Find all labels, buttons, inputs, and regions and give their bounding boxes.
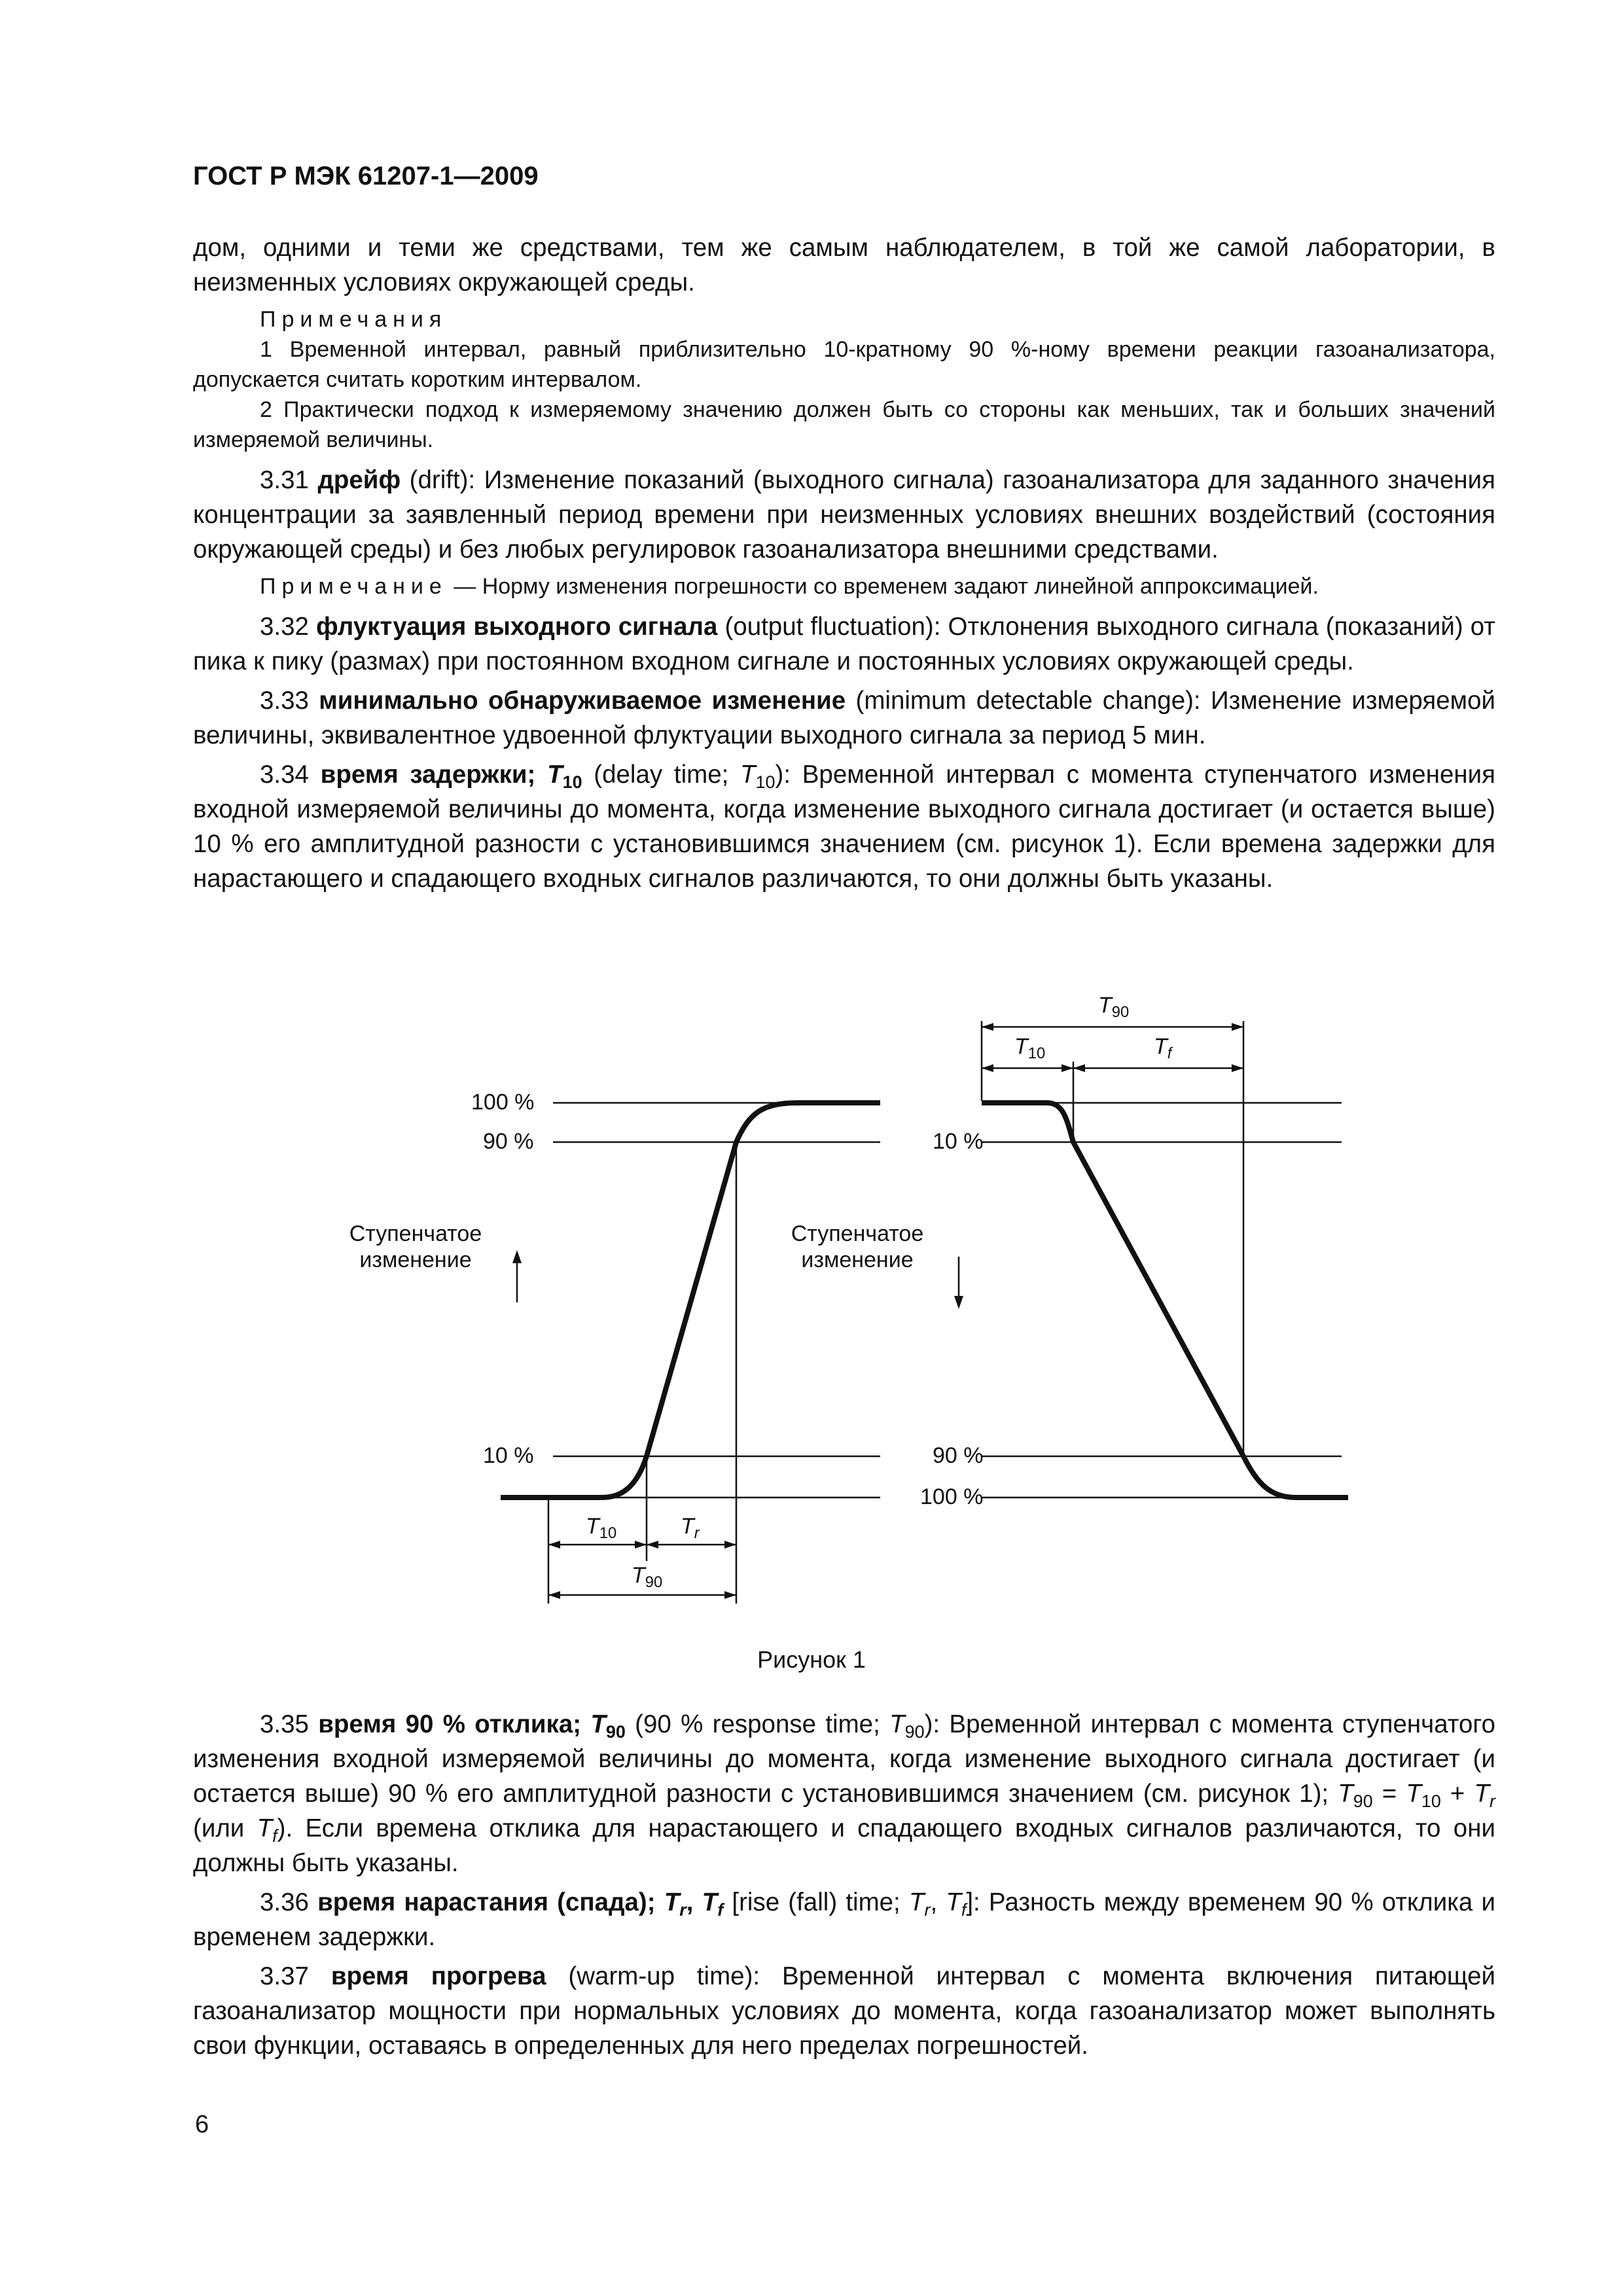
definition-3-32 xyxy=(193,609,1495,679)
arrowhead xyxy=(1061,1064,1073,1072)
axis-label-line: Ступенчатое xyxy=(791,1221,924,1246)
figure-caption: Рисунок 1 xyxy=(757,1646,866,1673)
notes-title: Примечания xyxy=(260,307,448,332)
intro-paragraph: дом, одними и теми же средствами, тем же самым наблюдателем, в той же самой лаборатории, в неизменных условиях окружающей среды. xyxy=(193,234,1495,296)
text-block-top xyxy=(193,230,1495,901)
left-label-100: 100 % xyxy=(471,1090,535,1115)
axis-label-line: изменение xyxy=(801,1247,914,1272)
section-number: 3.35 xyxy=(260,1710,309,1738)
symbol-sub: 10 xyxy=(562,772,582,793)
term: флуктуация выходного сигнала xyxy=(316,613,718,641)
symbol-inline-sub: 10 xyxy=(755,772,776,793)
arrowhead xyxy=(954,1296,963,1309)
definition-3-35: 3.35 время 90 % отклика; $T_{90}$ (90 % response time; $T_{90}$): Временной интервал с момента ступенчатого изменения входной измеряемой величины до момента, когда изменение выходного сигнала достигает (и остается выше) 90 % его амплитудной разности с установившимся значением (см. рисунок 1); $T_{90} = T_{10} + T_r$ (или $T_f$). Если времена отклика для нарастающего и спадающего входных сигналов различаются, то они должны быть указаны. xyxy=(193,1710,1495,1877)
arrowhead xyxy=(548,1541,560,1549)
definition-text: (drift): Изменение показаний (выходного сигнала) газоанализатора для заданного значения концентрации за заявленный период времени при неизменных условиях внешних воздействий (состояния окружающей среды) и без любых регулировок газоанализатора внешними средствами. xyxy=(193,466,1495,564)
text-block-bottom xyxy=(193,1707,1495,2068)
term: дрейф xyxy=(317,466,401,494)
figure-1 xyxy=(327,985,1361,1626)
definition-3-31 xyxy=(193,463,1495,567)
note-3-31 xyxy=(193,571,1495,601)
right-tf-label: $T_f$ xyxy=(1154,1034,1172,1063)
axis-label-line: изменение xyxy=(359,1247,472,1272)
definition-text: (delay time; xyxy=(582,761,741,789)
section-number: 3.36 xyxy=(260,1888,309,1916)
definition-3-34 xyxy=(193,757,1495,896)
right-label-90: 90 % xyxy=(933,1443,984,1468)
definition-3-36: 3.36 время нарастания (спада); $T_r$, $T_f$ [rise (fall) time; $T_r$, $T_f$]: Разность между временем 90 % отклика и временем задержки. xyxy=(193,1888,1495,1951)
section-number: 3.34 xyxy=(260,761,309,789)
arrowhead xyxy=(982,1023,993,1031)
arrowhead xyxy=(512,1250,522,1263)
term: минимально обнаруживаемое изменение xyxy=(319,687,846,715)
arrowhead xyxy=(647,1541,658,1549)
section-number: 3.32 xyxy=(260,613,309,641)
symbol: T xyxy=(547,761,563,789)
left-axis-label xyxy=(347,1221,484,1273)
left-t10-label: $T_{10}$ xyxy=(586,1514,617,1543)
left-tr-label: $T_r$ xyxy=(681,1514,700,1543)
note-1: 1 Временной интервал, равный приблизительно 10-кратному 90 %-ному времени реакции газоанализатора, допускается считать коротким интервалом. xyxy=(193,337,1495,392)
page-number: 6 xyxy=(195,2111,209,2138)
note-text: — Норму изменения погрешности со временем задают линейной аппроксимацией. xyxy=(447,574,1319,599)
figure-1-drawing xyxy=(327,985,1361,1626)
arrowhead xyxy=(1073,1064,1085,1072)
term: время задержки; xyxy=(320,761,548,789)
definition-text: (minimum detectable change): Изменение измеряемой величины, эквивалентное удвоенной флуктуации выходного сигнала за период 5 мин. xyxy=(193,687,1495,749)
definition-text-2: ): Временной интервал с момента ступенчатого изменения входной измеряемой величины до момента, когда изменение выходного сигнала достигает (и остается выше) 10 % его амплитудной разности с установившимся значением (см. рисунок 1). Если времена задержки для нарастающего и спадающего входных сигналов различаются, то они должны быть указаны. xyxy=(193,761,1495,893)
left-response-curve xyxy=(501,1103,880,1498)
right-label-100: 100 % xyxy=(920,1484,984,1509)
definition-3-33 xyxy=(193,683,1495,753)
left-label-90: 90 % xyxy=(483,1129,534,1154)
note-label: Примечание xyxy=(260,574,448,599)
right-axis-label xyxy=(789,1221,926,1273)
arrowhead xyxy=(982,1064,993,1072)
arrowhead xyxy=(548,1591,560,1599)
arrowhead xyxy=(724,1591,736,1599)
right-t10-label: $T_{10}$ xyxy=(1014,1034,1046,1063)
right-t90-label: $T_{90}$ xyxy=(1098,993,1130,1022)
term: время 90 % отклика; xyxy=(318,1710,591,1738)
axis-label-line: Ступенчатое xyxy=(349,1221,482,1246)
document-header: ГОСТ Р МЭК 61207-1—2009 xyxy=(193,162,539,190)
right-label-10: 10 % xyxy=(933,1129,984,1154)
arrowhead xyxy=(724,1541,736,1549)
arrowhead xyxy=(1232,1023,1243,1031)
definition-text: (output fluctuation): Отклонения выходного сигнала (показаний) от пика к пику (размах) при постоянном входном сигнале и постоянных условиях окружающей среды. xyxy=(193,613,1495,675)
left-t90-label: $T_{90}$ xyxy=(632,1563,663,1592)
term: время нарастания (спада); xyxy=(317,1888,664,1916)
definition-text: (warm-up time): Временной интервал с момента включения питающей газоанализатор мощности при нормальных условиях до момента, когда газоанализатор может выполнять свои функции, оставаясь в определенных для него пределах погрешностей. xyxy=(193,1962,1496,2060)
section-number: 3.37 xyxy=(260,1962,309,1990)
arrowhead xyxy=(635,1541,647,1549)
left-label-10: 10 % xyxy=(483,1443,534,1468)
section-number: 3.31 xyxy=(260,466,309,494)
term: время прогрева xyxy=(330,1962,546,1990)
right-response-curve xyxy=(982,1103,1348,1498)
symbol-inline: T xyxy=(740,761,756,789)
note-2: 2 Практически подход к измеряемому значению должен быть со стороны как меньших, так и больших значений измеряемой величины. xyxy=(193,397,1495,452)
arrowhead xyxy=(1232,1064,1243,1072)
definition-3-37 xyxy=(193,1959,1495,2063)
section-number: 3.33 xyxy=(260,687,309,715)
